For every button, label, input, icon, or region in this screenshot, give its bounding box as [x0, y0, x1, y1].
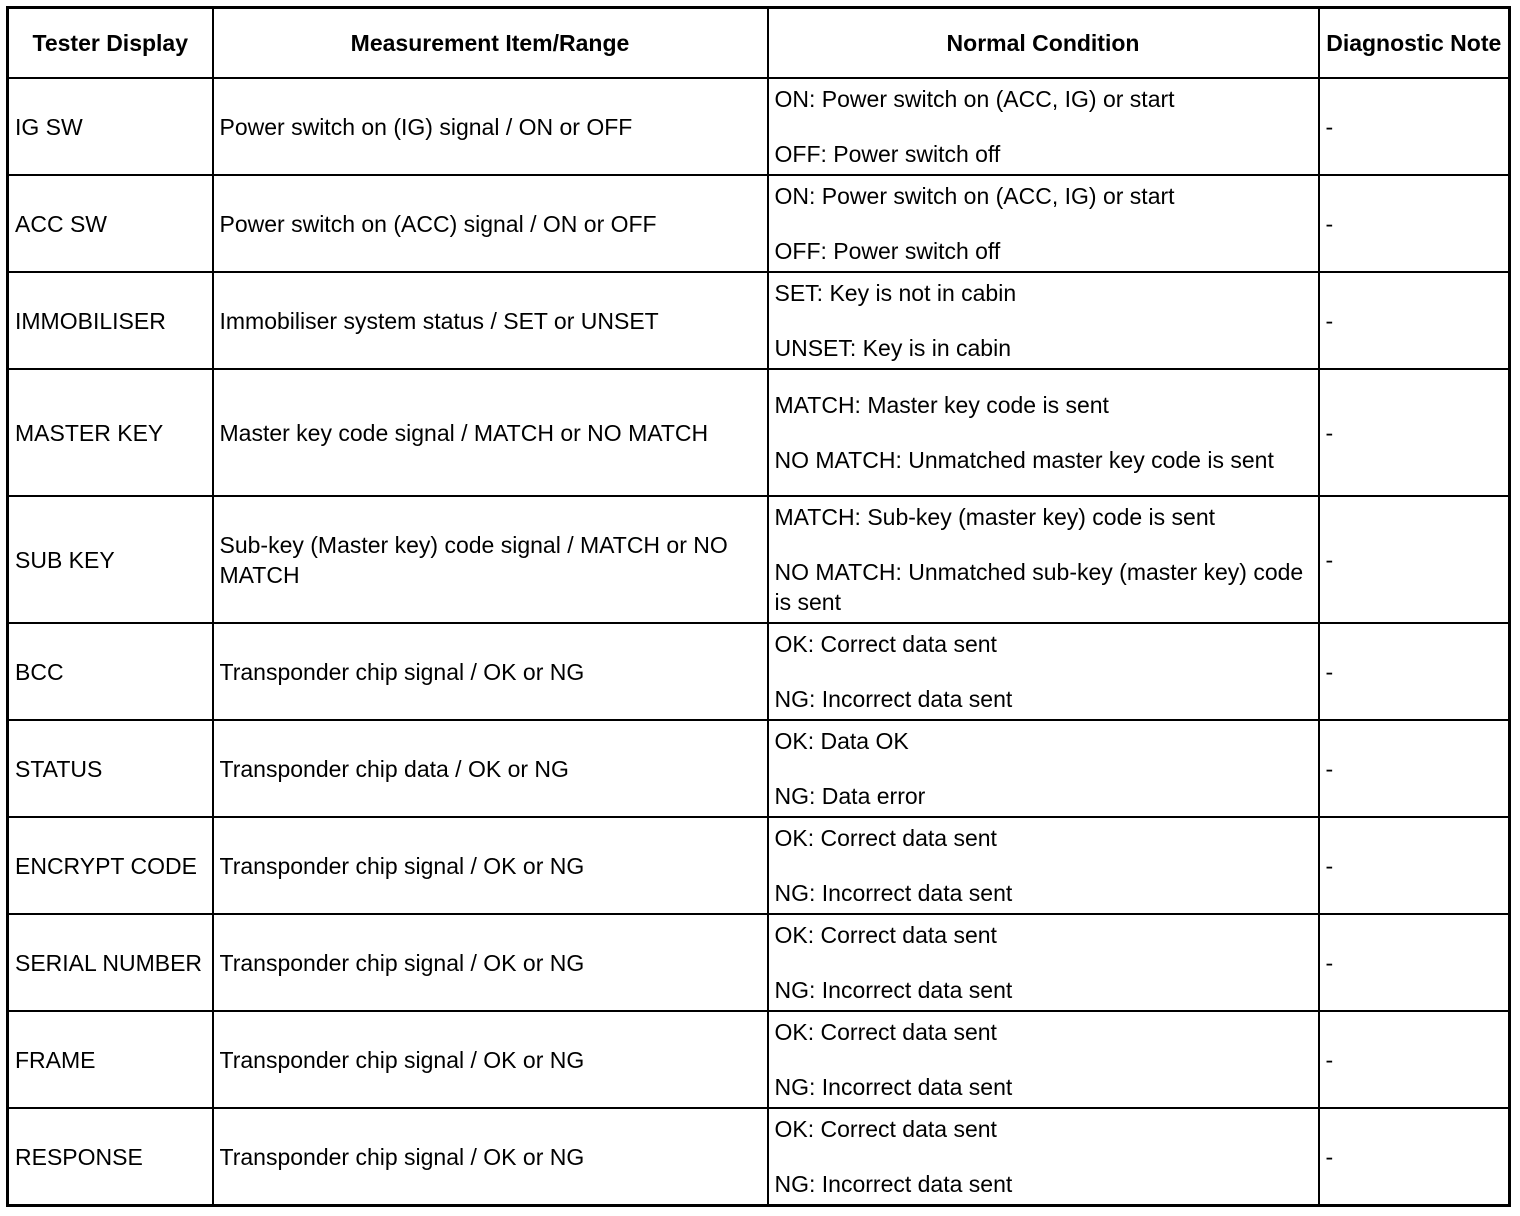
table-row: [8, 496, 1510, 623]
diagnostic-note-cell: -: [1319, 1108, 1510, 1206]
header-tester-display: Tester Display: [8, 8, 213, 79]
table-row: [8, 272, 1510, 369]
condition-a: OK: Correct data sent: [774, 1116, 997, 1142]
condition-b: OFF: Power switch off: [774, 141, 1001, 167]
diagnostic-note-cell: -: [1319, 175, 1510, 272]
tester-display-cell: IMMOBILISER: [8, 272, 213, 369]
diagnostic-note-cell: -: [1319, 272, 1510, 369]
table-row: [8, 78, 1510, 175]
measurement-cell: Transponder chip signal / OK or NG: [213, 914, 768, 1011]
measurement-cell: Transponder chip signal / OK or NG: [213, 817, 768, 914]
normal-condition-cell: [768, 623, 1319, 720]
tester-display-cell: SUB KEY: [8, 496, 213, 623]
table-row: [8, 1011, 1510, 1108]
measurement-cell: Immobiliser system status / SET or UNSET: [213, 272, 768, 369]
measurement-cell: Power switch on (IG) signal / ON or OFF: [213, 78, 768, 175]
condition-b: NG: Incorrect data sent: [774, 1171, 1013, 1197]
tester-display-cell: ENCRYPT CODE: [8, 817, 213, 914]
normal-condition-cell: [768, 914, 1319, 1011]
table-row: [8, 914, 1510, 1011]
table-row: [8, 369, 1510, 496]
condition-b: NO MATCH: Unmatched sub-key (master key) code is sent: [774, 559, 1304, 615]
measurement-cell: Transponder chip signal / OK or NG: [213, 1011, 768, 1108]
measurement-cell: Transponder chip signal / OK or NG: [213, 623, 768, 720]
tester-display-cell: SERIAL NUMBER: [8, 914, 213, 1011]
diagnostic-note-cell: -: [1319, 369, 1510, 496]
normal-condition-cell: [768, 369, 1319, 496]
tester-display-cell: MASTER KEY: [8, 369, 213, 496]
tester-display-cell: IG SW: [8, 78, 213, 175]
measurement-cell: Sub-key (Master key) code signal / MATCH or NO MATCH: [213, 496, 768, 623]
condition-b: NG: Incorrect data sent: [774, 880, 1013, 906]
tester-display-cell: FRAME: [8, 1011, 213, 1108]
condition-a: OK: Correct data sent: [774, 631, 997, 657]
condition-b: OFF: Power switch off: [774, 238, 1001, 264]
normal-condition-cell: [768, 496, 1319, 623]
data-list-table: [6, 6, 1511, 1207]
condition-b: NG: Incorrect data sent: [774, 686, 1013, 712]
diagnostic-note-cell: -: [1319, 496, 1510, 623]
condition-b: NO MATCH: Unmatched master key code is sent: [774, 447, 1274, 473]
measurement-cell: Transponder chip signal / OK or NG: [213, 1108, 768, 1206]
condition-a: SET: Key is not in cabin: [774, 280, 1017, 306]
diagnostic-note-cell: -: [1319, 623, 1510, 720]
measurement-cell: Master key code signal / MATCH or NO MATCH: [213, 369, 768, 496]
tester-display-cell: RESPONSE: [8, 1108, 213, 1206]
normal-condition-cell: [768, 1011, 1319, 1108]
header-diagnostic-note: Diagnostic Note: [1319, 8, 1510, 79]
table-row: [8, 1108, 1510, 1206]
header-normal-condition: Normal Condition: [768, 8, 1319, 79]
condition-a: OK: Correct data sent: [774, 922, 997, 948]
table-row: [8, 817, 1510, 914]
diagnostic-note-cell: -: [1319, 720, 1510, 817]
header-row: [8, 8, 1510, 79]
header-measurement: Measurement Item/Range: [213, 8, 768, 79]
tester-display-cell: STATUS: [8, 720, 213, 817]
diagnostic-note-cell: -: [1319, 817, 1510, 914]
condition-a: MATCH: Master key code is sent: [774, 392, 1109, 418]
condition-b: NG: Incorrect data sent: [774, 977, 1013, 1003]
condition-a: MATCH: Sub-key (master key) code is sent: [774, 504, 1216, 530]
table-row: [8, 720, 1510, 817]
condition-b: UNSET: Key is in cabin: [774, 335, 1011, 361]
normal-condition-cell: [768, 817, 1319, 914]
condition-b: NG: Data error: [774, 783, 926, 809]
measurement-cell: Power switch on (ACC) signal / ON or OFF: [213, 175, 768, 272]
tester-display-cell: ACC SW: [8, 175, 213, 272]
normal-condition-cell: [768, 272, 1319, 369]
measurement-cell: Transponder chip data / OK or NG: [213, 720, 768, 817]
diagnostic-note-cell: -: [1319, 1011, 1510, 1108]
condition-b: NG: Incorrect data sent: [774, 1074, 1013, 1100]
condition-a: OK: Correct data sent: [774, 1019, 997, 1045]
condition-a: OK: Correct data sent: [774, 825, 997, 851]
diagnostic-note-cell: -: [1319, 914, 1510, 1011]
diagnostic-note-cell: -: [1319, 78, 1510, 175]
table-row: [8, 623, 1510, 720]
normal-condition-cell: [768, 1108, 1319, 1206]
condition-a: OK: Data OK: [774, 728, 909, 754]
condition-a: ON: Power switch on (ACC, IG) or start: [774, 183, 1175, 209]
normal-condition-cell: [768, 78, 1319, 175]
condition-a: ON: Power switch on (ACC, IG) or start: [774, 86, 1175, 112]
tester-display-cell: BCC: [8, 623, 213, 720]
normal-condition-cell: [768, 175, 1319, 272]
table-row: [8, 175, 1510, 272]
normal-condition-cell: [768, 720, 1319, 817]
